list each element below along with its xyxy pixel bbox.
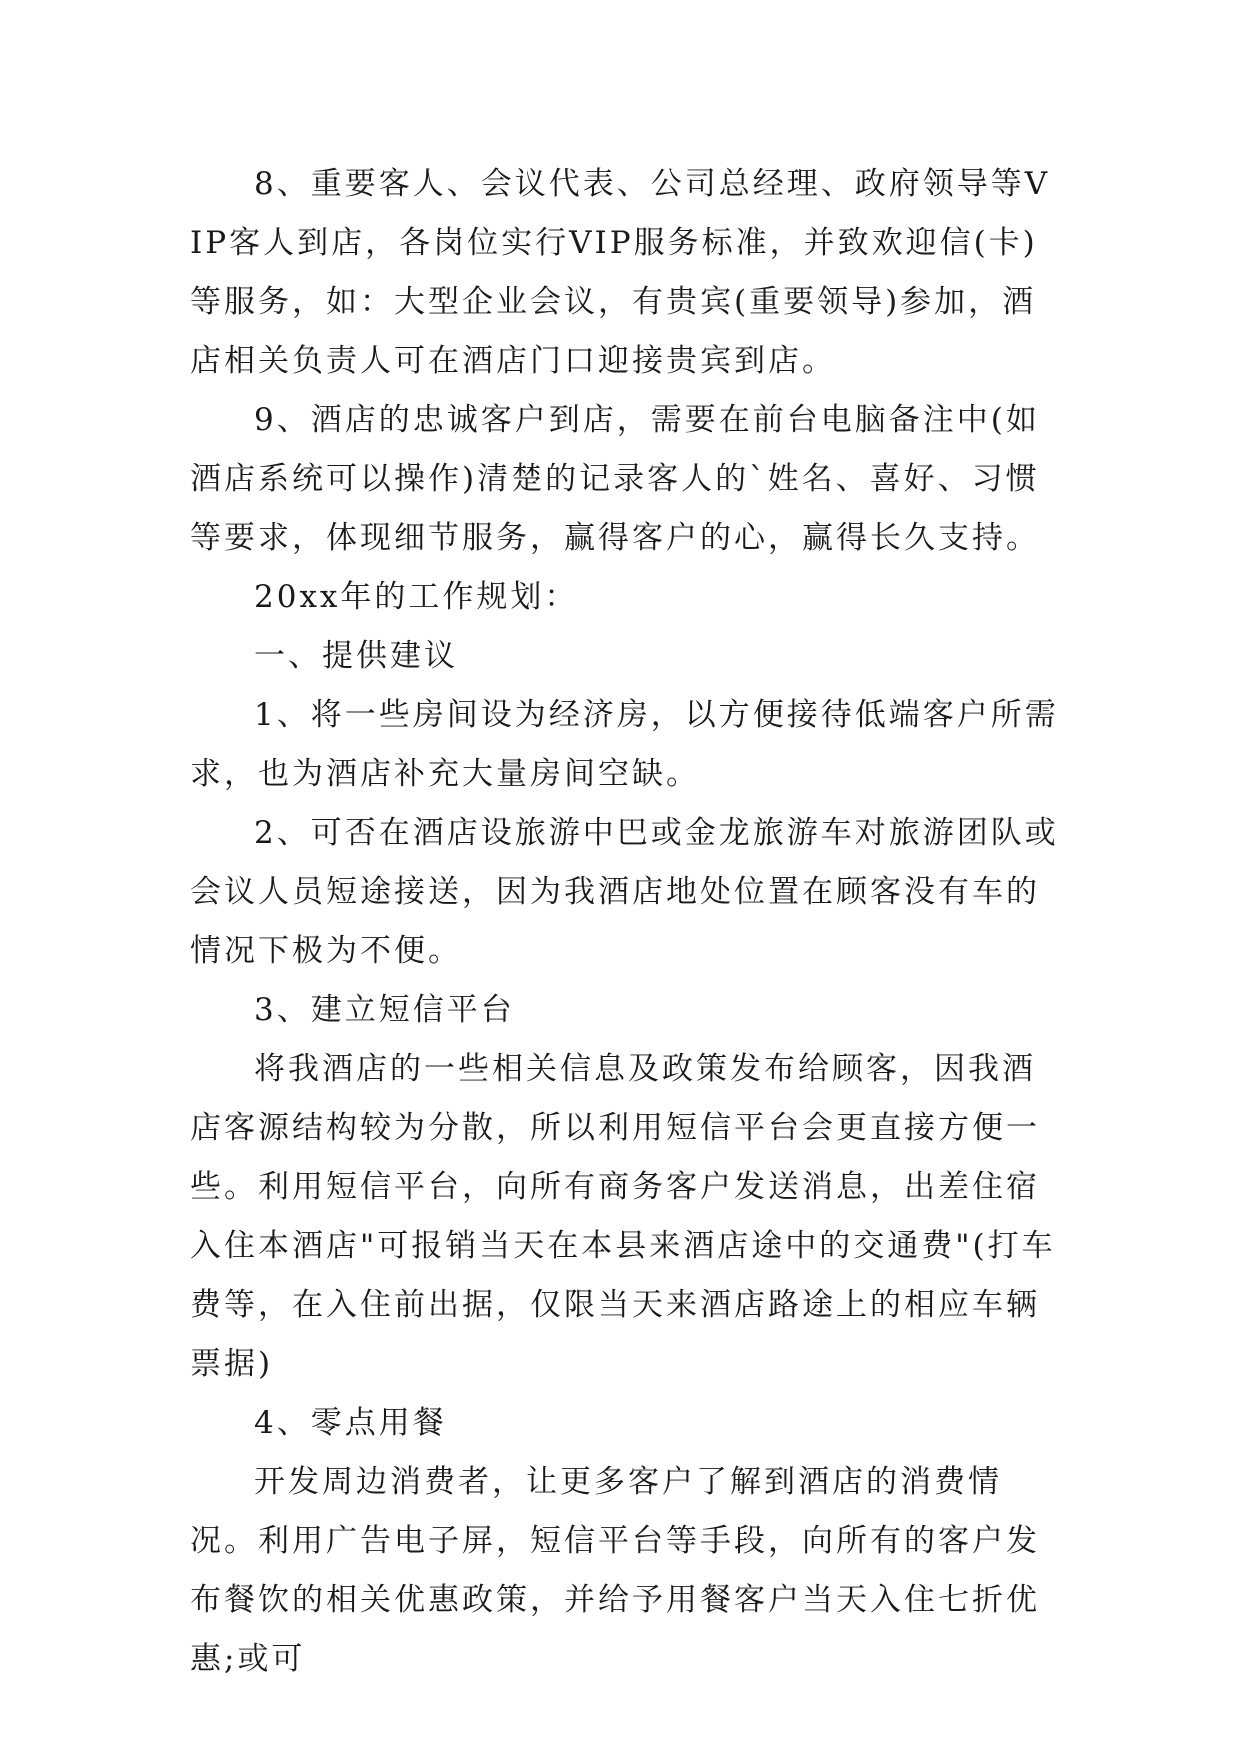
section-heading-work-plan: 20xx年的工作规划：	[254, 579, 579, 615]
paragraph-economy-rooms: 1、将一些房间设为经济房，以方便接待低端客户所需求，也为酒店补充大量房间空缺。	[190, 697, 1059, 792]
paragraph-sms-platform: 将我酒店的一些相关信息及政策发布给顾客，因我酒店客源结构较为分散，所以利用短信平台会更直接方便一些。利用短信平台，向所有商务客户发送消息，出差住宿入住本酒店"可报销当天在本县来酒店途中的交通费"(打车费等，在入住前出据，仅限当天来酒店路途上的相应车辆票据)	[190, 1051, 1056, 1382]
paragraph-vip-guests: 8、重要客人、会议代表、公司总经理、政府领导等VIP客人到店，各岗位实行VIP服务标准，并致欢迎信(卡)等服务，如：大型企业会议，有贵宾(重要领导)参加，酒店相关负责人可在酒店门口迎接贵宾到店。	[190, 166, 1051, 379]
subheading-suggestions: 一、提供建议	[254, 638, 458, 674]
paragraph-shuttle-bus: 2、可否在酒店设旅游中巴或金龙旅游车对旅游团队或会议人员短途接送，因为我酒店地处位置在顾客没有车的情况下极为不便。	[190, 815, 1059, 969]
subheading-sms-platform: 3、建立短信平台	[254, 992, 515, 1028]
paragraph-loyal-customers: 9、酒店的忠诚客户到店，需要在前台电脑备注中(如酒店系统可以操作)清楚的记录客人的`姓名、喜好、习惯等要求，体现细节服务，赢得客户的心，赢得长久支持。	[190, 402, 1040, 556]
subheading-dining: 4、零点用餐	[254, 1405, 447, 1441]
document-body	[190, 155, 1060, 1689]
paragraph-dining: 开发周边消费者，让更多客户了解到酒店的消费情况。利用广告电子屏，短信平台等手段，向所有的客户发布餐饮的相关优惠政策，并给予用餐客户当天入住七折优惠;或可	[190, 1464, 1040, 1677]
